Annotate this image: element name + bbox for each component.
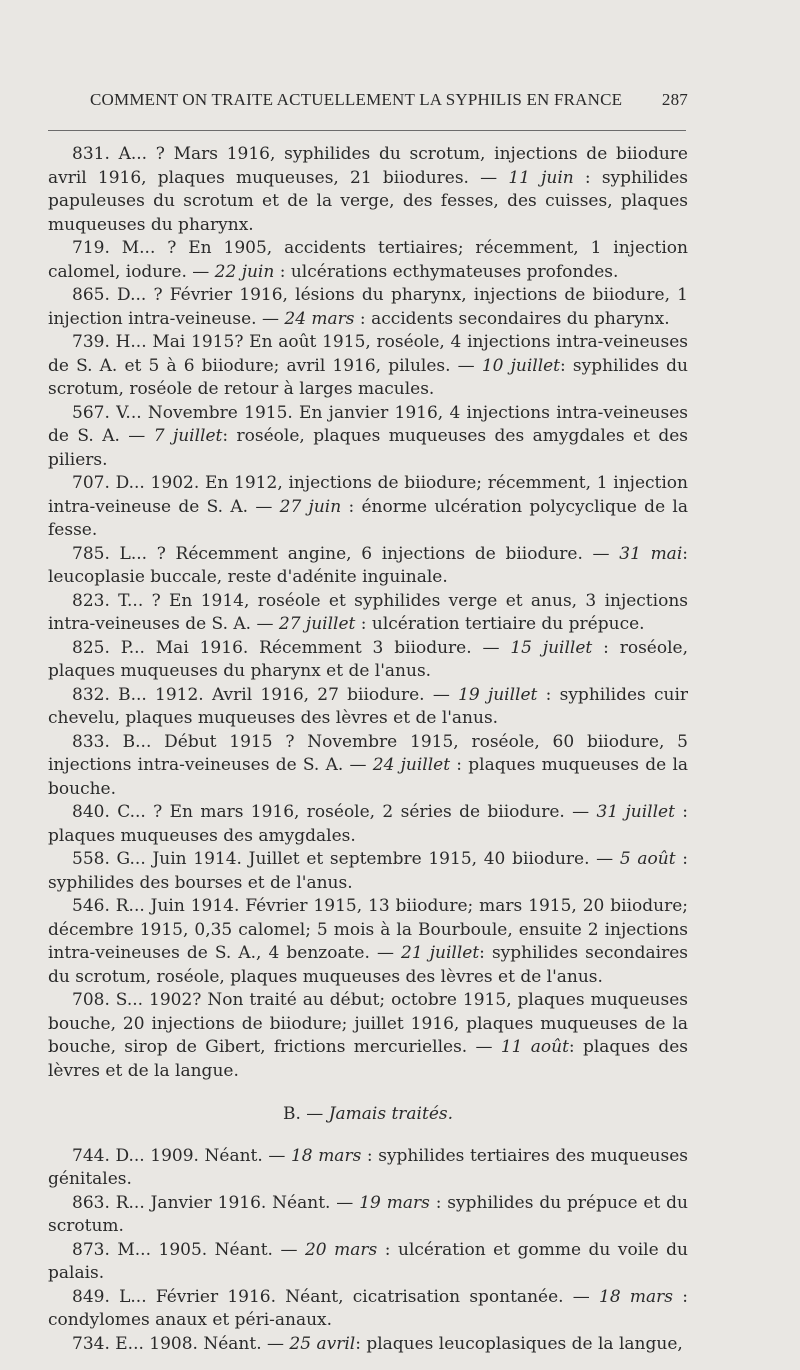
case-findings: : syphilides tertiaires des muqueuses génitales. [48, 1145, 688, 1189]
case-findings: : syphilides cuir chevelu, plaques muqueuses des lèvres et de l'anus. [48, 684, 689, 728]
case-entry [48, 1286, 688, 1333]
case-entry [48, 543, 688, 590]
case-date: 11 juin [508, 167, 574, 188]
running-header [90, 90, 688, 110]
case-findings: : plaques leucoplasiques de la langue, [355, 1333, 683, 1354]
case-history: 865. D... ? Février 1916, lésions du pharynx, injections de biiodure, 1 injection intra-veineuse. — [48, 285, 688, 329]
case-entry [48, 637, 688, 684]
case-date: 27 juillet [278, 614, 356, 634]
case-history: 744. D... 1909. Néant. — [72, 1145, 291, 1166]
case-entry [48, 472, 688, 543]
case-history: 719. M... ? En 1905, accidents tertiaires; récemment, 1 injection calomel, iodure. — [48, 238, 688, 282]
case-date: 31 mai [619, 543, 683, 564]
section-title: Jamais traités. [328, 1104, 454, 1124]
case-entry [48, 284, 688, 331]
case-entry [48, 1239, 688, 1286]
case-history: 707. D... 1902. En 1912, injections de biiodure; récemment, 1 injection intra-veineuse de S. A. — [48, 473, 688, 517]
case-history: 739. H... Mai 1915? En août 1915, roséole, 4 injections intra-veineuses de S. A. et 5 à 6 biiodure; avril 1916, pilules. — [48, 332, 688, 376]
case-date: 18 mars [599, 1286, 674, 1307]
case-findings: : plaques muqueuses de la bouche. [48, 755, 689, 799]
case-findings: : syphilides papuleuses du scrotum et de la verge, des fesses, des cuisses, plaques muqueuses du pharynx. [48, 167, 688, 235]
case-entry [48, 1192, 688, 1239]
case-history: 558. G... Juin 1914. Juillet et septembre 1915, 40 biiodure. — [72, 849, 620, 869]
case-history: 734. E... 1908. Néant. — [72, 1333, 290, 1354]
case-date: 5 août [619, 849, 676, 869]
case-findings: : leucoplasie buccale, reste d'adénite inguinale. [48, 543, 688, 587]
case-history: 832. B... 1912. Avril 1916, 27 biiodure. — [72, 684, 459, 705]
case-date: 20 mars [304, 1239, 378, 1260]
case-history: 849. L... Février 1916. Néant, cicatrisation spontanée. — [72, 1286, 600, 1307]
case-date: 7 juillet [153, 426, 223, 446]
case-date: 19 mars [359, 1192, 430, 1213]
case-entry [48, 1333, 688, 1357]
case-history: 546. R... Juin 1914. Février 1915, 13 biiodure; mars 1915, 20 biiodure; décembre 1915, 0,35 calomel; 5 mois à la Bourboule, ensuite 2 injections intra-veineuses de S. A., 4 benzoate. — [48, 896, 688, 963]
case-entry [48, 237, 688, 284]
case-entry [48, 848, 688, 895]
case-history: 785. L... ? Récemment angine, 6 injections de biiodure. — [72, 543, 620, 564]
section-prefix: B. — [282, 1104, 329, 1124]
case-findings: : syphilides des bourses et de l'anus. [48, 849, 688, 893]
case-findings: : énorme ulcération polycyclique de la fesse. [48, 496, 688, 540]
case-date: 27 juin [279, 496, 342, 517]
case-findings: : syphilides du scrotum, roséole de retour à larges macules. [48, 355, 688, 399]
case-list-untreated [48, 1145, 688, 1357]
case-list-treated [48, 143, 688, 1083]
case-history: 840. C... ? En mars 1916, roséole, 2 séries de biiodure. — [72, 802, 597, 822]
case-findings: : syphilides du prépuce et du scrotum. [48, 1192, 688, 1236]
case-date: 15 juillet [510, 637, 593, 658]
case-date: 19 juillet [458, 684, 538, 705]
case-date: 22 juin [214, 261, 275, 282]
case-date: 25 avril [289, 1333, 356, 1354]
case-date: 18 mars [290, 1145, 362, 1166]
case-history: 567. V... Novembre 1915. En janvier 1916, 4 injections intra-veineuses de S. A. — [48, 402, 688, 446]
case-findings: : plaques muqueuses des amygdales. [48, 802, 688, 846]
case-entry [48, 590, 688, 637]
case-history: 831. A... ? Mars 1916, syphilides du scrotum, injections de biiodure avril 1916, plaques muqueuses, 21 biiodures. — [48, 144, 688, 188]
case-findings: : ulcération tertiaire du prépuce. [355, 614, 645, 634]
case-history: 708. S... 1902? Non traité au début; octobre 1915, plaques muqueuses bouche, 20 injections de biiodure; juillet 1916, plaques muqueuses de la bouche, sirop de Gibert, frictions mercurielles. — [48, 990, 688, 1057]
case-history: 863. R... Janvier 1916. Néant. — [72, 1192, 360, 1213]
case-findings: : roséole, plaques muqueuses du pharynx et de l'anus. [48, 637, 688, 681]
case-date: 10 juillet [481, 355, 561, 376]
case-date: 31 juillet [596, 802, 675, 822]
section-heading [48, 1103, 688, 1127]
case-findings: : syphilides secondaires du scrotum, roséole, plaques muqueuses des lèvres et de l'anus. [48, 943, 688, 987]
running-title: COMMENT ON TRAITE ACTUELLEMENT LA SYPHILIS EN FRANCE [90, 90, 623, 109]
case-entry [48, 731, 688, 802]
case-history: 873. M... 1905. Néant. — [72, 1239, 305, 1260]
case-findings: : condylomes anaux et péri-anaux. [48, 1286, 688, 1330]
case-findings: : ulcération et gomme du voile du palais. [48, 1239, 688, 1283]
case-date: 11 août [500, 1037, 569, 1057]
page-body [48, 143, 688, 1356]
case-history: 825. P... Mai 1916. Récemment 3 biiodure. — [72, 637, 511, 658]
case-findings: : accidents secondaires du pharynx. [354, 308, 670, 329]
case-entry [48, 801, 688, 848]
case-entry [48, 1145, 688, 1192]
case-findings: : plaques des lèvres et de la langue. [48, 1037, 688, 1081]
case-findings: : ulcérations ecthymateuses profondes. [274, 261, 619, 282]
case-entry [48, 331, 688, 402]
case-entry [48, 989, 688, 1083]
case-history: 833. B... Début 1915 ? Novembre 1915, roséole, 60 biiodure, 5 injections intra-veineuses de S. A. — [48, 731, 688, 775]
case-date: 24 juillet [372, 755, 451, 775]
case-date: 21 juillet [401, 943, 480, 963]
header-rule [48, 130, 686, 131]
page-number: 287 [661, 90, 688, 109]
case-history: 823. T... ? En 1914, roséole et syphilides verge et anus, 3 injections intra-veineuses de S. A. — [48, 590, 688, 634]
case-entry [48, 143, 688, 237]
case-entry [48, 402, 688, 473]
case-findings: : roséole, plaques muqueuses des amygdales et des piliers. [48, 426, 688, 470]
case-date: 24 mars [284, 308, 355, 329]
case-entry [48, 895, 688, 989]
case-entry [48, 684, 688, 731]
